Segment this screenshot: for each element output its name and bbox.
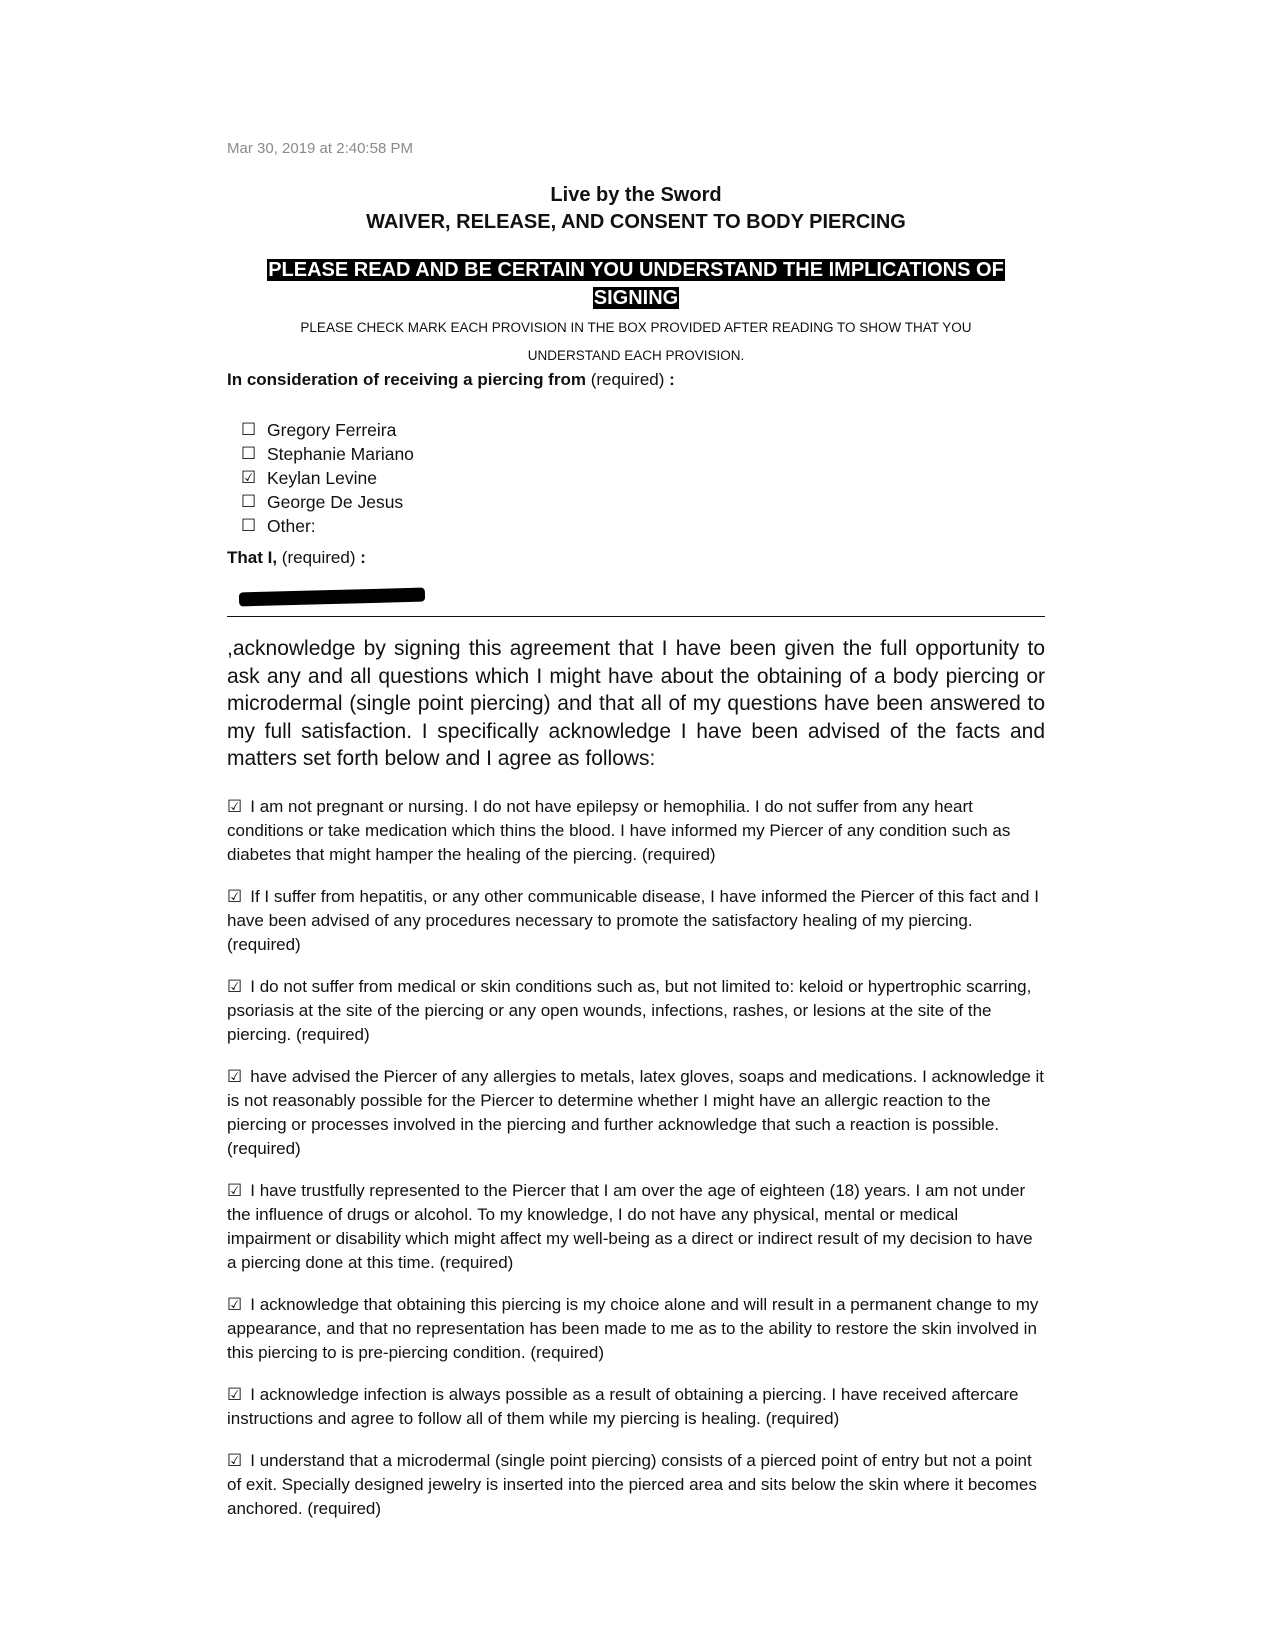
checkbox-checked-icon[interactable]: ☑ bbox=[227, 887, 243, 907]
option-label: Other: bbox=[267, 516, 316, 536]
acknowledgement-paragraph: ,acknowledge by signing this agreement that I have been given the full opportunity to ask any and all questions which I might have about the obtaining of a body piercing or microdermal (single point piercing) and that all of my questions have been answered to my full satisfaction. I specifically acknowledge I have been advised of the facts and matters set forth below and I agree as follows: bbox=[227, 637, 1045, 770]
checkbox-checked-icon[interactable]: ☑ bbox=[227, 1181, 243, 1201]
provision-text: I understand that a microdermal (single point piercing) consists of a pierced point of entry but not a point of exit. Specially designed jewelry is inserted into the pierced area and sits below the skin where it becomes anchored. (required) bbox=[227, 1451, 1037, 1518]
studio-name: Live by the Sword bbox=[550, 184, 722, 206]
option-label: Keylan Levine bbox=[267, 468, 377, 488]
checkbox-checked-icon[interactable]: ☑ bbox=[227, 1295, 243, 1315]
option-label: Gregory Ferreira bbox=[267, 420, 397, 440]
provision-text: I acknowledge that obtaining this piercing is my choice alone and will result in a permanent change to my appearance, and that no representation has been made to me as to the ability to restore the skin involved in this piercing to is pre-piercing condition. (required) bbox=[227, 1295, 1039, 1362]
name-label-text: That I, bbox=[227, 548, 278, 567]
provision-item bbox=[227, 975, 1045, 1047]
checkbox-checked-icon[interactable]: ☑ bbox=[227, 977, 243, 997]
redacted-name bbox=[239, 588, 425, 607]
name-field-label bbox=[227, 548, 366, 568]
checkbox-checked-icon[interactable]: ☑ bbox=[241, 468, 257, 488]
provision-text: I acknowledge infection is always possible as a result of obtaining a piercing. I have received aftercare instructions and agree to follow all of them while my piercing is healing. (required) bbox=[227, 1385, 1019, 1428]
required-marker: (required) bbox=[281, 548, 356, 567]
option-label: George De Jesus bbox=[267, 492, 404, 512]
instruction-line-1: PLEASE CHECK MARK EACH PROVISION IN THE BOX PROVIDED AFTER READING TO SHOW THAT YOU bbox=[300, 320, 972, 335]
warning-banner bbox=[227, 256, 1045, 312]
piercer-options-list bbox=[241, 418, 414, 538]
title-block bbox=[227, 182, 1045, 236]
form-title: WAIVER, RELEASE, AND CONSENT TO BODY PIERCING bbox=[366, 211, 906, 233]
piercer-option[interactable] bbox=[241, 418, 414, 442]
piercer-option[interactable] bbox=[241, 442, 414, 466]
provision-item bbox=[227, 1065, 1045, 1161]
required-marker: (required) bbox=[590, 370, 665, 389]
provision-text: I have trustfully represented to the Piercer that I am over the age of eighteen (18) years. I am not under the influence of drugs or alcohol. To my knowledge, I do not have any physical, mental or medical impairment or disability which might affect my well-being as a direct or indirect result of my decision to have a piercing done at this time. (required) bbox=[227, 1181, 1033, 1272]
label-colon: : bbox=[669, 370, 675, 389]
provision-item bbox=[227, 1383, 1045, 1431]
label-colon: : bbox=[360, 548, 366, 567]
checkbox-checked-icon[interactable]: ☑ bbox=[227, 1067, 243, 1087]
provisions-list bbox=[227, 795, 1045, 1539]
piercer-label-text: In consideration of receiving a piercing from bbox=[227, 370, 586, 389]
checkbox-icon[interactable]: ☐ bbox=[241, 420, 257, 440]
name-input-field[interactable] bbox=[227, 588, 1045, 617]
checkbox-icon[interactable]: ☐ bbox=[241, 492, 257, 512]
provision-item bbox=[227, 885, 1045, 957]
instruction-line-2: UNDERSTAND EACH PROVISION. bbox=[527, 348, 745, 363]
provision-text: I am not pregnant or nursing. I do not have epilepsy or hemophilia. I do not suffer from any heart conditions or take medication which thins the blood. I have informed my Piercer of any condition such as diabetes that might hamper the healing of the piercing. (required) bbox=[227, 797, 1011, 864]
checkbox-checked-icon[interactable]: ☑ bbox=[227, 797, 243, 817]
checkbox-checked-icon[interactable]: ☑ bbox=[227, 1451, 243, 1471]
piercer-field-label bbox=[227, 370, 675, 390]
piercer-option[interactable] bbox=[241, 490, 414, 514]
provision-text: If I suffer from hepatitis, or any other communicable disease, I have informed the Piercer of this fact and I have been advised of any procedures necessary to promote the satisfactory healing of my piercing. (required) bbox=[227, 887, 1039, 954]
provision-item bbox=[227, 795, 1045, 867]
warning-line-2: SIGNING bbox=[593, 287, 679, 309]
provision-item bbox=[227, 1293, 1045, 1365]
provision-item bbox=[227, 1179, 1045, 1275]
timestamp: Mar 30, 2019 at 2:40:58 PM bbox=[227, 140, 413, 157]
checkbox-checked-icon[interactable]: ☑ bbox=[227, 1385, 243, 1405]
provision-text: have advised the Piercer of any allergies to metals, latex gloves, soaps and medications. I acknowledge it is not reasonably possible for the Piercer to determine whether I might have an allergic reaction to the piercing or processes involved in the piercing and further acknowledge that such a reaction is possible. (required) bbox=[227, 1067, 1045, 1158]
provision-item bbox=[227, 1449, 1045, 1521]
warning-line-1: PLEASE READ AND BE CERTAIN YOU UNDERSTAND THE IMPLICATIONS OF bbox=[268, 259, 1004, 281]
option-label: Stephanie Mariano bbox=[267, 444, 414, 464]
provision-text: I do not suffer from medical or skin conditions such as, but not limited to: keloid or hypertrophic scarring, psoriasis at the site of the piercing or any open wounds, infections, rashes, or lesions at the site of the piercing. (required) bbox=[227, 977, 1032, 1044]
instruction-text bbox=[227, 314, 1045, 370]
checkbox-icon[interactable]: ☐ bbox=[241, 516, 257, 536]
piercer-option[interactable] bbox=[241, 514, 414, 538]
checkbox-icon[interactable]: ☐ bbox=[241, 444, 257, 464]
piercer-option[interactable] bbox=[241, 466, 414, 490]
